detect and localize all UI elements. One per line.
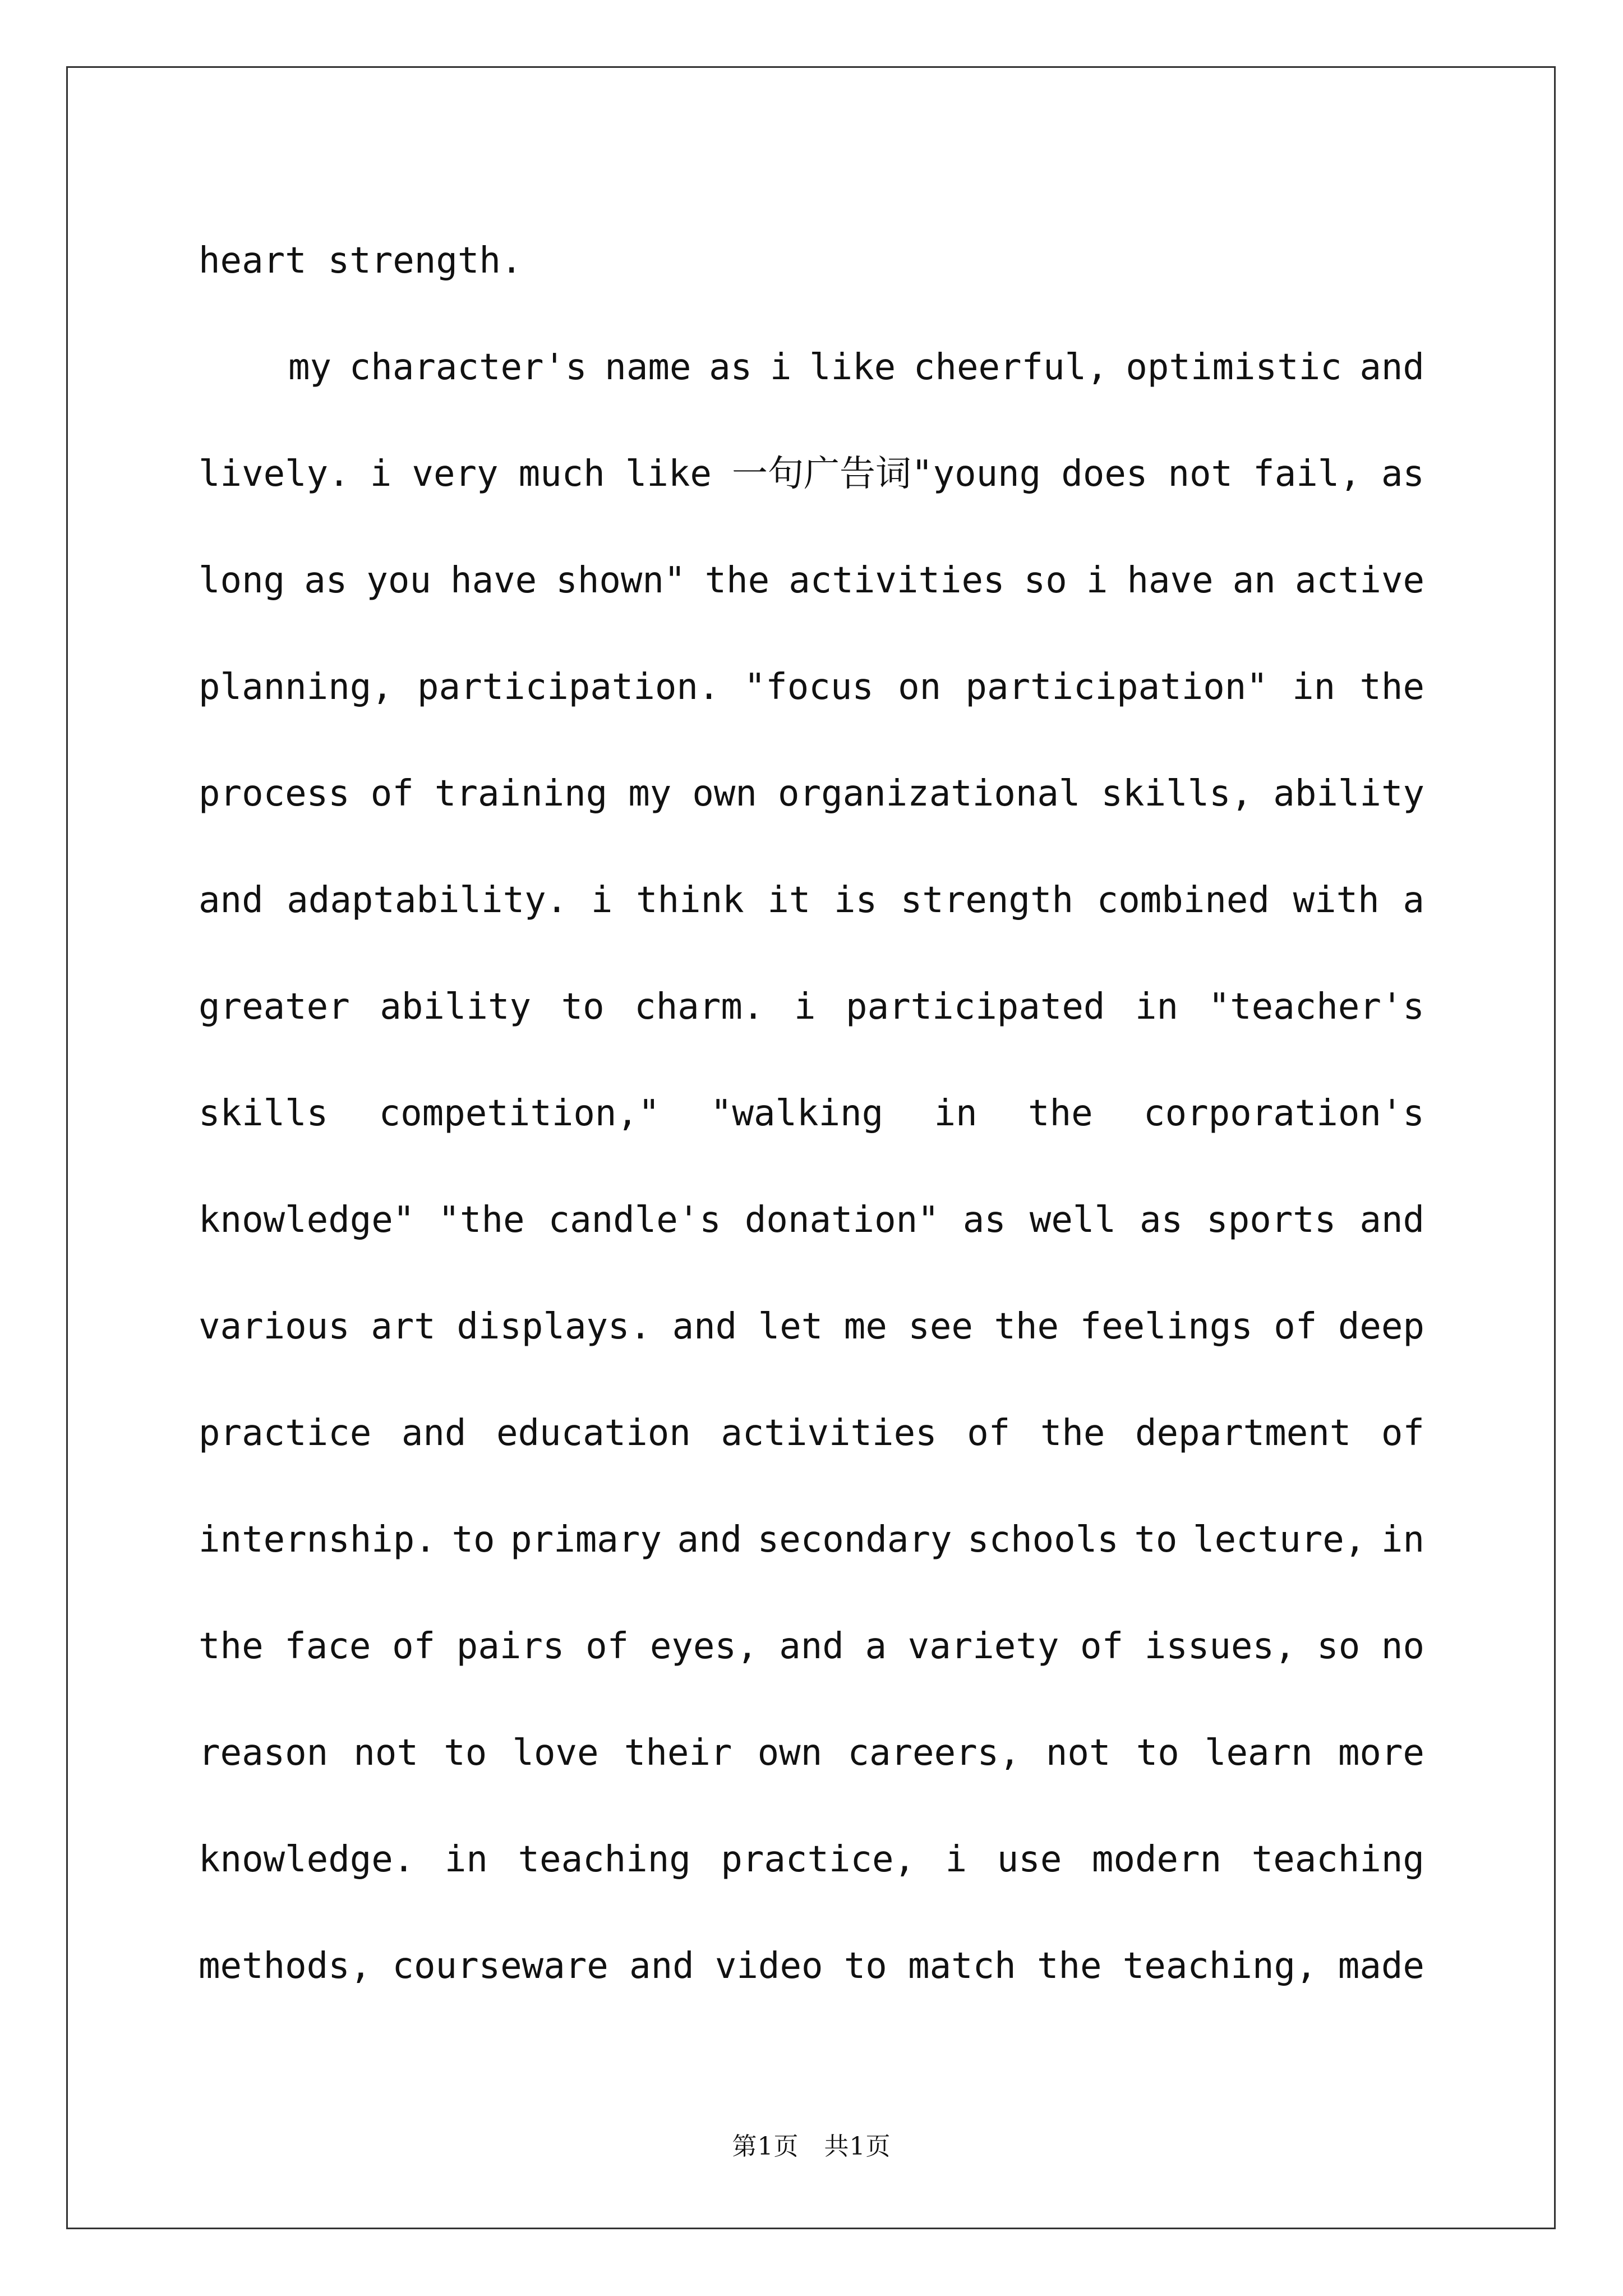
word: as <box>709 347 753 388</box>
word: the <box>199 1626 264 1667</box>
word: with <box>1293 880 1380 921</box>
text-line <box>199 1273 1424 1380</box>
word: greater <box>199 986 350 1028</box>
word: planning, <box>199 666 393 708</box>
word: the <box>1359 666 1424 708</box>
word: in <box>1381 1519 1424 1561</box>
word: and <box>401 1412 467 1454</box>
text-line <box>199 1060 1424 1167</box>
word: in <box>1292 666 1336 708</box>
document-body <box>199 208 1424 2019</box>
word: and <box>672 1306 737 1347</box>
word: a <box>1403 880 1424 921</box>
word: feelings <box>1080 1306 1253 1347</box>
word: the <box>704 560 770 601</box>
word: eyes, <box>649 1626 758 1667</box>
word: participation" <box>965 666 1268 708</box>
word: of <box>1274 1306 1317 1347</box>
word: to <box>561 986 605 1028</box>
word: me <box>843 1306 887 1347</box>
word: skills <box>199 1093 329 1134</box>
word: candle's <box>548 1199 721 1241</box>
word: of <box>392 1626 436 1667</box>
word: and <box>677 1519 743 1561</box>
word: modern <box>1091 1839 1222 1880</box>
word: is <box>834 880 878 921</box>
word: donation" <box>744 1199 939 1241</box>
word: i <box>591 880 613 921</box>
word: more <box>1338 1732 1424 1774</box>
word: cheerful, <box>913 347 1108 388</box>
text-line <box>199 1806 1424 1913</box>
text-line <box>199 1700 1424 1806</box>
word: to <box>444 1732 487 1774</box>
text-line <box>199 634 1424 740</box>
word: and <box>1359 347 1424 388</box>
text-line <box>199 1487 1424 1593</box>
word: i <box>370 453 392 495</box>
word: lecture, <box>1193 1519 1366 1561</box>
word: "teacher's <box>1208 986 1424 1028</box>
word: to <box>843 1945 887 1987</box>
word: of <box>1080 1626 1124 1667</box>
word: schools <box>967 1519 1119 1561</box>
word: and <box>1359 1199 1424 1241</box>
word: match <box>908 1945 1016 1987</box>
word: lively. <box>199 453 350 495</box>
word: much <box>518 453 605 495</box>
word: see <box>908 1306 973 1347</box>
word: the <box>994 1306 1059 1347</box>
word: own <box>692 773 757 815</box>
word: like <box>625 453 712 495</box>
word: so <box>1023 560 1067 601</box>
word: participation. <box>417 666 720 708</box>
word: and <box>779 1626 844 1667</box>
text-line <box>199 527 1424 634</box>
word: have <box>1127 560 1214 601</box>
word: in <box>444 1839 488 1880</box>
word: not <box>1045 1732 1111 1774</box>
word: my <box>628 773 672 815</box>
word: as <box>304 560 348 601</box>
word: i <box>794 986 816 1028</box>
word: charm. <box>634 986 764 1028</box>
word: skills, <box>1101 773 1253 815</box>
word: knowledge. <box>199 1839 415 1880</box>
word: very <box>412 453 499 495</box>
word: does <box>1061 453 1148 495</box>
word: variety <box>907 1626 1059 1667</box>
word: i <box>945 1839 967 1880</box>
word: optimistic <box>1126 347 1342 388</box>
word: in <box>934 1093 978 1134</box>
word: an <box>1232 560 1276 601</box>
word: the <box>1028 1093 1093 1134</box>
word: so <box>1317 1626 1361 1667</box>
word: strength. <box>328 240 523 282</box>
word: of <box>1381 1412 1424 1454</box>
text-line <box>199 1913 1424 2019</box>
word: various <box>199 1306 350 1347</box>
word: made <box>1338 1945 1424 1987</box>
text-line <box>199 847 1424 954</box>
word: education <box>496 1412 691 1454</box>
word: use <box>997 1839 1062 1880</box>
text-line <box>199 421 1424 527</box>
word: to <box>1136 1732 1179 1774</box>
word: teaching <box>1251 1839 1424 1880</box>
word: of <box>585 1626 629 1667</box>
word: no <box>1381 1626 1424 1667</box>
word: shown" <box>556 560 686 601</box>
text-line <box>199 1593 1424 1700</box>
word: fail, <box>1253 453 1361 495</box>
word: practice, <box>721 1839 916 1880</box>
word: primary <box>510 1519 662 1561</box>
word: sports <box>1206 1199 1336 1241</box>
word: learn <box>1204 1732 1313 1774</box>
text-line <box>199 1167 1424 1273</box>
word: department <box>1135 1412 1352 1454</box>
word: training <box>434 773 608 815</box>
word: not <box>353 1732 418 1774</box>
word: to <box>1134 1519 1178 1561</box>
word: heart <box>199 240 307 282</box>
word: issues, <box>1144 1626 1296 1667</box>
word: methods, <box>199 1945 372 1987</box>
word: love <box>512 1732 599 1774</box>
text-line <box>199 954 1424 1060</box>
word: strength <box>900 880 1073 921</box>
word: ability <box>380 986 531 1028</box>
word: ability <box>1273 773 1424 815</box>
word: like <box>809 347 896 388</box>
word: in <box>1135 986 1179 1028</box>
page-footer: 第1页 共1页 <box>732 2132 891 2161</box>
word: activities <box>721 1412 937 1454</box>
word: you <box>366 560 431 601</box>
word: of <box>370 773 414 815</box>
word: well <box>1029 1199 1116 1241</box>
word: as <box>1381 453 1424 495</box>
word: as <box>1140 1199 1183 1241</box>
word: courseware <box>392 1945 608 1987</box>
word: it <box>767 880 811 921</box>
word: competition," <box>379 1093 660 1134</box>
word: long <box>199 560 285 601</box>
word: "the <box>438 1199 525 1241</box>
word: and <box>199 880 264 921</box>
word: combined <box>1096 880 1270 921</box>
word: deep <box>1338 1306 1424 1347</box>
word: as <box>962 1199 1006 1241</box>
text-line <box>199 208 1424 314</box>
word: activities <box>789 560 1005 601</box>
word: of <box>967 1412 1011 1454</box>
text-line <box>199 1380 1424 1487</box>
word: careers, <box>847 1732 1021 1774</box>
word: on <box>898 666 942 708</box>
word: "focus <box>744 666 874 708</box>
word: their <box>624 1732 732 1774</box>
word: reason <box>199 1732 329 1774</box>
word: practice <box>199 1412 372 1454</box>
word: character's <box>349 347 587 388</box>
word: internship. <box>199 1519 436 1561</box>
word: face <box>284 1626 371 1667</box>
word: process <box>199 773 350 815</box>
word: pairs <box>456 1626 565 1667</box>
word: displays. <box>457 1306 652 1347</box>
text-line <box>199 314 1424 421</box>
word: organizational <box>778 773 1081 815</box>
word: and <box>629 1945 694 1987</box>
word: teaching <box>518 1839 691 1880</box>
word: corporation's <box>1144 1093 1424 1134</box>
word: "walking <box>710 1093 884 1134</box>
word: the <box>1040 1412 1105 1454</box>
word: have <box>450 560 537 601</box>
word: knowledge" <box>199 1199 415 1241</box>
word: participated <box>846 986 1105 1028</box>
word: the <box>1036 1945 1102 1987</box>
word: active <box>1294 560 1424 601</box>
word: art <box>371 1306 436 1347</box>
word: to <box>451 1519 495 1561</box>
word: a <box>865 1626 887 1667</box>
word: name <box>605 347 691 388</box>
word: let <box>758 1306 823 1347</box>
word: i <box>769 347 792 388</box>
word: my <box>288 347 332 388</box>
word: secondary <box>757 1519 952 1561</box>
text-line <box>199 740 1424 847</box>
word: adaptability. <box>287 880 568 921</box>
word: video <box>714 1945 823 1987</box>
word: teaching, <box>1122 1945 1317 1987</box>
word: not <box>1168 453 1233 495</box>
word: i <box>1086 560 1108 601</box>
word: own <box>757 1732 823 1774</box>
word: think <box>636 880 744 921</box>
word: 一句广告词"young <box>732 453 1041 495</box>
